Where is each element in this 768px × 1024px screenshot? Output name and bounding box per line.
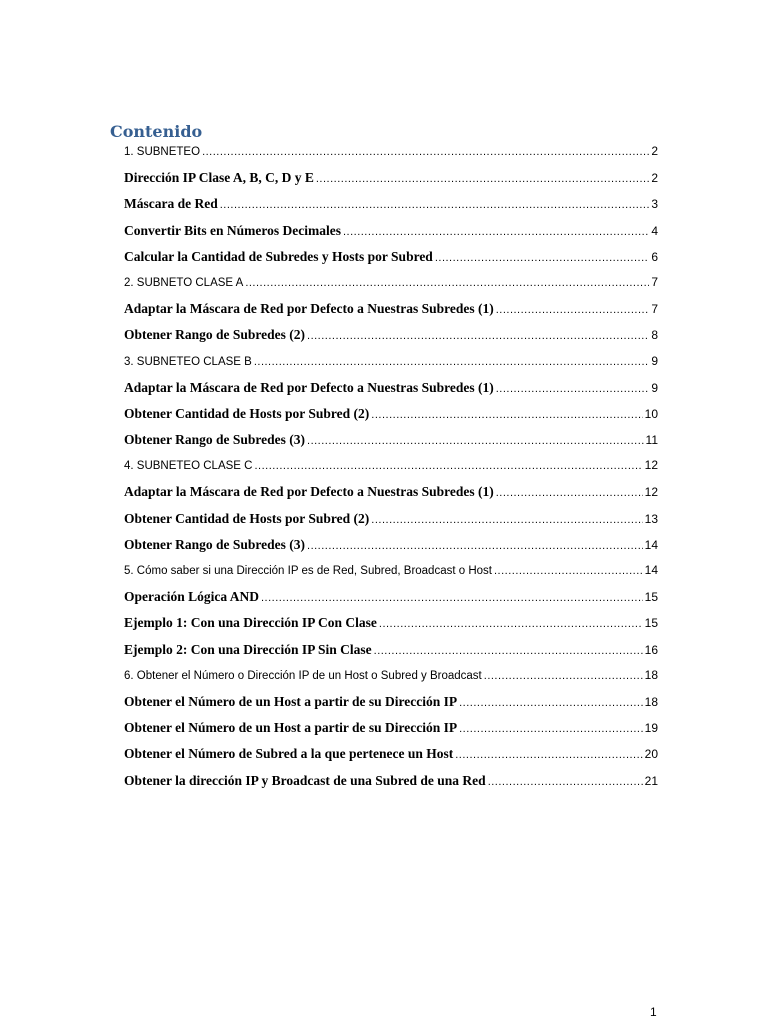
- toc-entry-page-number: 15: [644, 616, 658, 631]
- toc-entry[interactable]: [124, 668, 658, 694]
- dot-leader: [496, 487, 643, 499]
- dot-leader: [435, 252, 649, 264]
- toc-entry-page-number: 13: [644, 511, 658, 526]
- toc-entry[interactable]: [124, 249, 658, 275]
- toc-entry[interactable]: [124, 223, 658, 249]
- dot-leader: [254, 460, 642, 472]
- toc-entry-page-number: 12: [644, 458, 658, 473]
- toc-entry-page-number: 14: [644, 537, 658, 552]
- toc-entry[interactable]: [124, 432, 658, 458]
- toc-entry-title: Adaptar la Máscara de Red por Defecto a Nuestras Subredes (1): [124, 301, 494, 317]
- toc-entry-page-number: 7: [651, 274, 658, 289]
- dot-leader: [307, 540, 643, 552]
- toc-entry[interactable]: [124, 380, 658, 406]
- toc-entry[interactable]: [124, 694, 658, 720]
- toc-entry[interactable]: [124, 642, 658, 668]
- toc-entry-page-number: 8: [651, 328, 658, 343]
- dot-leader: [496, 304, 650, 316]
- toc-entry-page-number: 3: [651, 197, 658, 212]
- dot-leader: [484, 670, 643, 682]
- toc-entry-page-number: 20: [644, 747, 658, 762]
- dot-leader: [371, 514, 642, 526]
- toc-entry-title: 4. SUBNETEO CLASE C: [124, 460, 253, 473]
- toc-entry[interactable]: [124, 615, 658, 641]
- toc-entry-page-number: 19: [644, 721, 658, 736]
- dot-leader: [220, 199, 650, 211]
- toc-entry[interactable]: [124, 354, 658, 380]
- toc-entry-page-number: 14: [644, 563, 658, 577]
- toc-entry-title: Máscara de Red: [124, 196, 218, 212]
- toc-entry-title: Dirección IP Clase A, B, C, D y E: [124, 170, 314, 186]
- dot-leader: [245, 277, 649, 289]
- toc-entry-title: Obtener Rango de Subredes (3): [124, 536, 306, 552]
- toc-entry-page-number: 9: [651, 353, 658, 368]
- toc-entry-page-number: 15: [644, 590, 658, 605]
- toc-entry-title: Obtener la dirección IP y Broadcast de una Subred de una Red: [124, 772, 486, 788]
- toc-entry-title: Obtener Cantidad de Hosts por Subred (2): [124, 510, 370, 526]
- toc-entry-page-number: 2: [651, 144, 658, 158]
- toc-entry[interactable]: [124, 746, 658, 772]
- toc-entry-page-number: 18: [644, 694, 658, 709]
- table-of-contents: [124, 144, 658, 799]
- toc-entry-page-number: 9: [651, 380, 658, 395]
- page-number: 1: [650, 1005, 657, 1019]
- toc-entry-title: Obtener Cantidad de Hosts por Subred (2): [124, 405, 370, 421]
- dot-leader: [455, 749, 642, 761]
- toc-entry-title: Obtener el Número de un Host a partir de su Dirección IP: [124, 720, 458, 736]
- toc-entry[interactable]: [124, 275, 658, 301]
- toc-entry[interactable]: [124, 144, 658, 170]
- dot-leader: [494, 565, 643, 577]
- toc-entry-title: Calcular la Cantidad de Subredes y Hosts por Subred: [124, 248, 433, 264]
- toc-entry[interactable]: [124, 537, 658, 563]
- dot-leader: [316, 173, 649, 185]
- dot-leader: [307, 435, 644, 447]
- toc-entry-title: Ejemplo 2: Con una Dirección IP Sin Clase: [124, 641, 372, 657]
- toc-entry-page-number: 21: [644, 773, 658, 788]
- toc-entry-page-number: 6: [651, 249, 658, 264]
- dot-leader: [459, 723, 643, 735]
- dot-leader: [343, 226, 649, 238]
- dot-leader: [496, 383, 650, 395]
- dot-leader: [261, 592, 643, 604]
- toc-entry-title: Obtener Rango de Subredes (3): [124, 432, 306, 448]
- toc-entry-page-number: 10: [644, 406, 658, 421]
- toc-entry-title: Ejemplo 1: Con una Dirección IP Con Clase: [124, 615, 377, 631]
- dot-leader: [488, 776, 643, 788]
- dot-leader: [379, 618, 643, 630]
- toc-entry-title: Adaptar la Máscara de Red por Defecto a Nuestras Subredes (1): [124, 379, 494, 395]
- toc-entry-title: 2. SUBNETO CLASE A: [124, 276, 244, 289]
- toc-entry-title: 1. SUBNETEO: [124, 146, 201, 158]
- toc-entry-page-number: 12: [644, 485, 658, 500]
- toc-entry-page-number: 2: [651, 171, 658, 186]
- toc-entry[interactable]: [124, 170, 658, 196]
- toc-entry-page-number: 7: [651, 302, 658, 317]
- dot-leader: [307, 330, 649, 342]
- toc-entry[interactable]: [124, 406, 658, 432]
- toc-entry[interactable]: [124, 773, 658, 799]
- toc-entry-page-number: 18: [644, 667, 658, 682]
- toc-entry[interactable]: [124, 327, 658, 353]
- toc-entry-title: Convertir Bits en Números Decimales: [124, 222, 341, 238]
- toc-entry-title: 3. SUBNETEO CLASE B: [124, 355, 252, 368]
- toc-entry-page-number: 16: [644, 642, 658, 657]
- toc-entry[interactable]: [124, 196, 658, 222]
- toc-entry-title: 6. Obtener el Número o Dirección IP de un Host o Subred y Broadcast: [124, 669, 482, 682]
- dot-leader: [374, 645, 643, 657]
- toc-entry-title: Obtener el Número de Subred a la que pertenece un Host: [124, 746, 454, 762]
- toc-entry[interactable]: [124, 301, 658, 327]
- dot-leader: [254, 356, 649, 368]
- toc-entry-title: 5. Cómo saber si una Dirección IP es de Red, Subred, Broadcast o Host: [124, 565, 492, 577]
- toc-entry-title: Adaptar la Máscara de Red por Defecto a Nuestras Subredes (1): [124, 484, 494, 500]
- toc-entry-title: Obtener el Número de un Host a partir de su Dirección IP: [124, 693, 458, 709]
- toc-entry[interactable]: [124, 563, 658, 589]
- dot-leader: [202, 146, 649, 158]
- dot-leader: [459, 697, 643, 709]
- toc-entry[interactable]: [124, 720, 658, 746]
- toc-entry[interactable]: [124, 484, 658, 510]
- toc-entry[interactable]: [124, 511, 658, 537]
- dot-leader: [371, 409, 642, 421]
- toc-entry-title: Obtener Rango de Subredes (2): [124, 327, 306, 343]
- toc-entry-page-number: 4: [651, 223, 658, 238]
- toc-entry[interactable]: [124, 589, 658, 615]
- toc-entry-page-number: 11: [645, 433, 658, 448]
- toc-heading: Contenido: [110, 122, 203, 141]
- toc-entry[interactable]: [124, 458, 658, 484]
- toc-entry-title: Operación Lógica AND: [124, 589, 259, 605]
